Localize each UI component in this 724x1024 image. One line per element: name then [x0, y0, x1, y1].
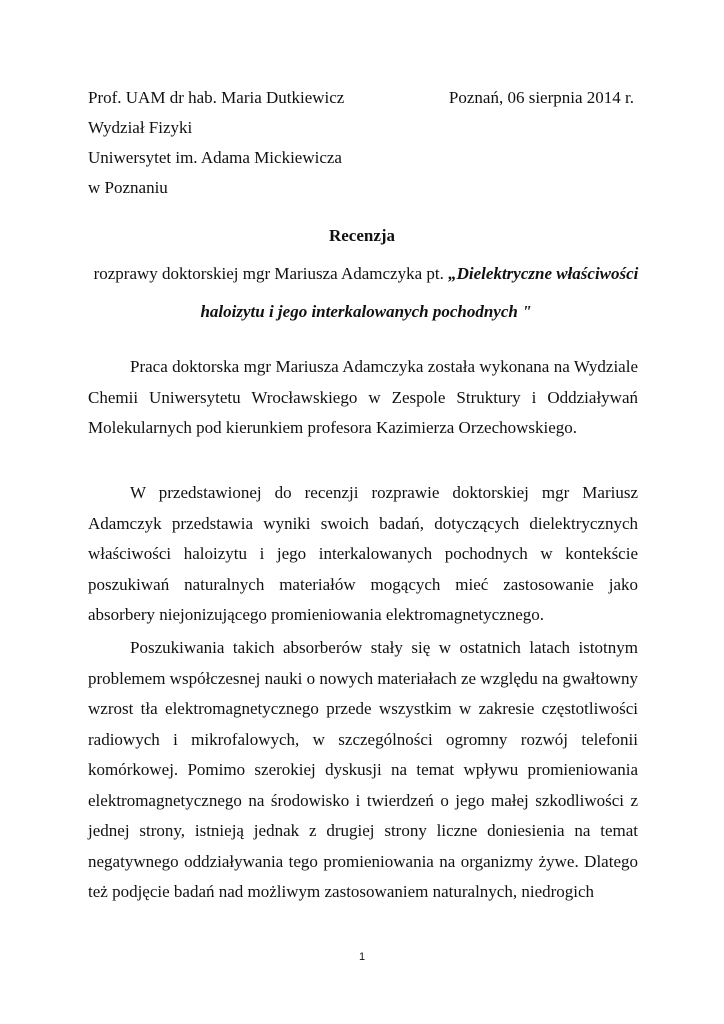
subtitle-line-1: [88, 264, 644, 284]
paragraph-3: [88, 633, 638, 908]
reviewer-name: Prof. UAM dr hab. Maria Dutkiewicz: [88, 88, 345, 107]
dissertation-title-part-1: „Dielektryczne właściwości: [448, 264, 639, 283]
paragraph-2-text: W przedstawionej do recenzji rozprawie doktorskiej mgr Mariusz Adamczyk przedstawia wyniki swoich badań, dotyczących dielektrycznych właściwości haloizytu i jego interkalowanych pochodnych w kontekście poszukiwań naturalnych materiałów mogących mieć zastosowanie jako absorbery niejonizującego promieniowania elektromagnetycznego.: [88, 483, 638, 624]
paragraph-2: [88, 478, 638, 631]
document-date: Poznań, 06 sierpnia 2014 r.: [448, 88, 634, 107]
city-name: w Poznaniu: [88, 178, 168, 197]
subtitle-line-2: [88, 302, 644, 322]
paragraph-1: [88, 352, 638, 444]
page-number: 1: [358, 951, 366, 963]
faculty-name: Wydział Fizyki: [88, 118, 193, 137]
university-name: Uniwersytet im. Adama Mickiewicza: [88, 148, 342, 167]
paragraph-1-text: Praca doktorska mgr Mariusza Adamczyka została wykonana na Wydziale Chemii Uniwersytetu Wrocławskiego w Zespole Struktury i Oddziaływań Molekularnych pod kierunkiem profesora Kazimierza Orzechowskiego.: [88, 357, 638, 437]
paragraph-3-text: Poszukiwania takich absorberów stały się w ostatnich latach istotnym problemem współczesnej nauki o nowych materiałach ze względu na gwałtowny wzrost tła elektromagnetycznego przede wszystkim w zakresie częstotliwości radiowych i mikrofalowych, w szczególności ogromny rozwój telefonii komórkowej. Pomimo szerokiej dyskusji na temat wpływu promieniowania elektromagnetycznego na środowisko i twierdzeń o jego małej szkodliwości z jednej strony, istnieją jednak z drugiej strony liczne doniesienia na temat negatywnego oddziaływania tego promieniowania na organizmy żywe. Dlatego też podjęcie badań nad możliwym zastosowaniem naturalnych, niedrogich: [88, 638, 638, 901]
document-title: Recenzja: [328, 226, 396, 245]
dissertation-title-part-2: haloizytu i jego interkalowanych pochodnych ": [200, 302, 532, 321]
subtitle-prefix: rozprawy doktorskiej mgr Mariusza Adamczyka pt.: [93, 264, 449, 283]
